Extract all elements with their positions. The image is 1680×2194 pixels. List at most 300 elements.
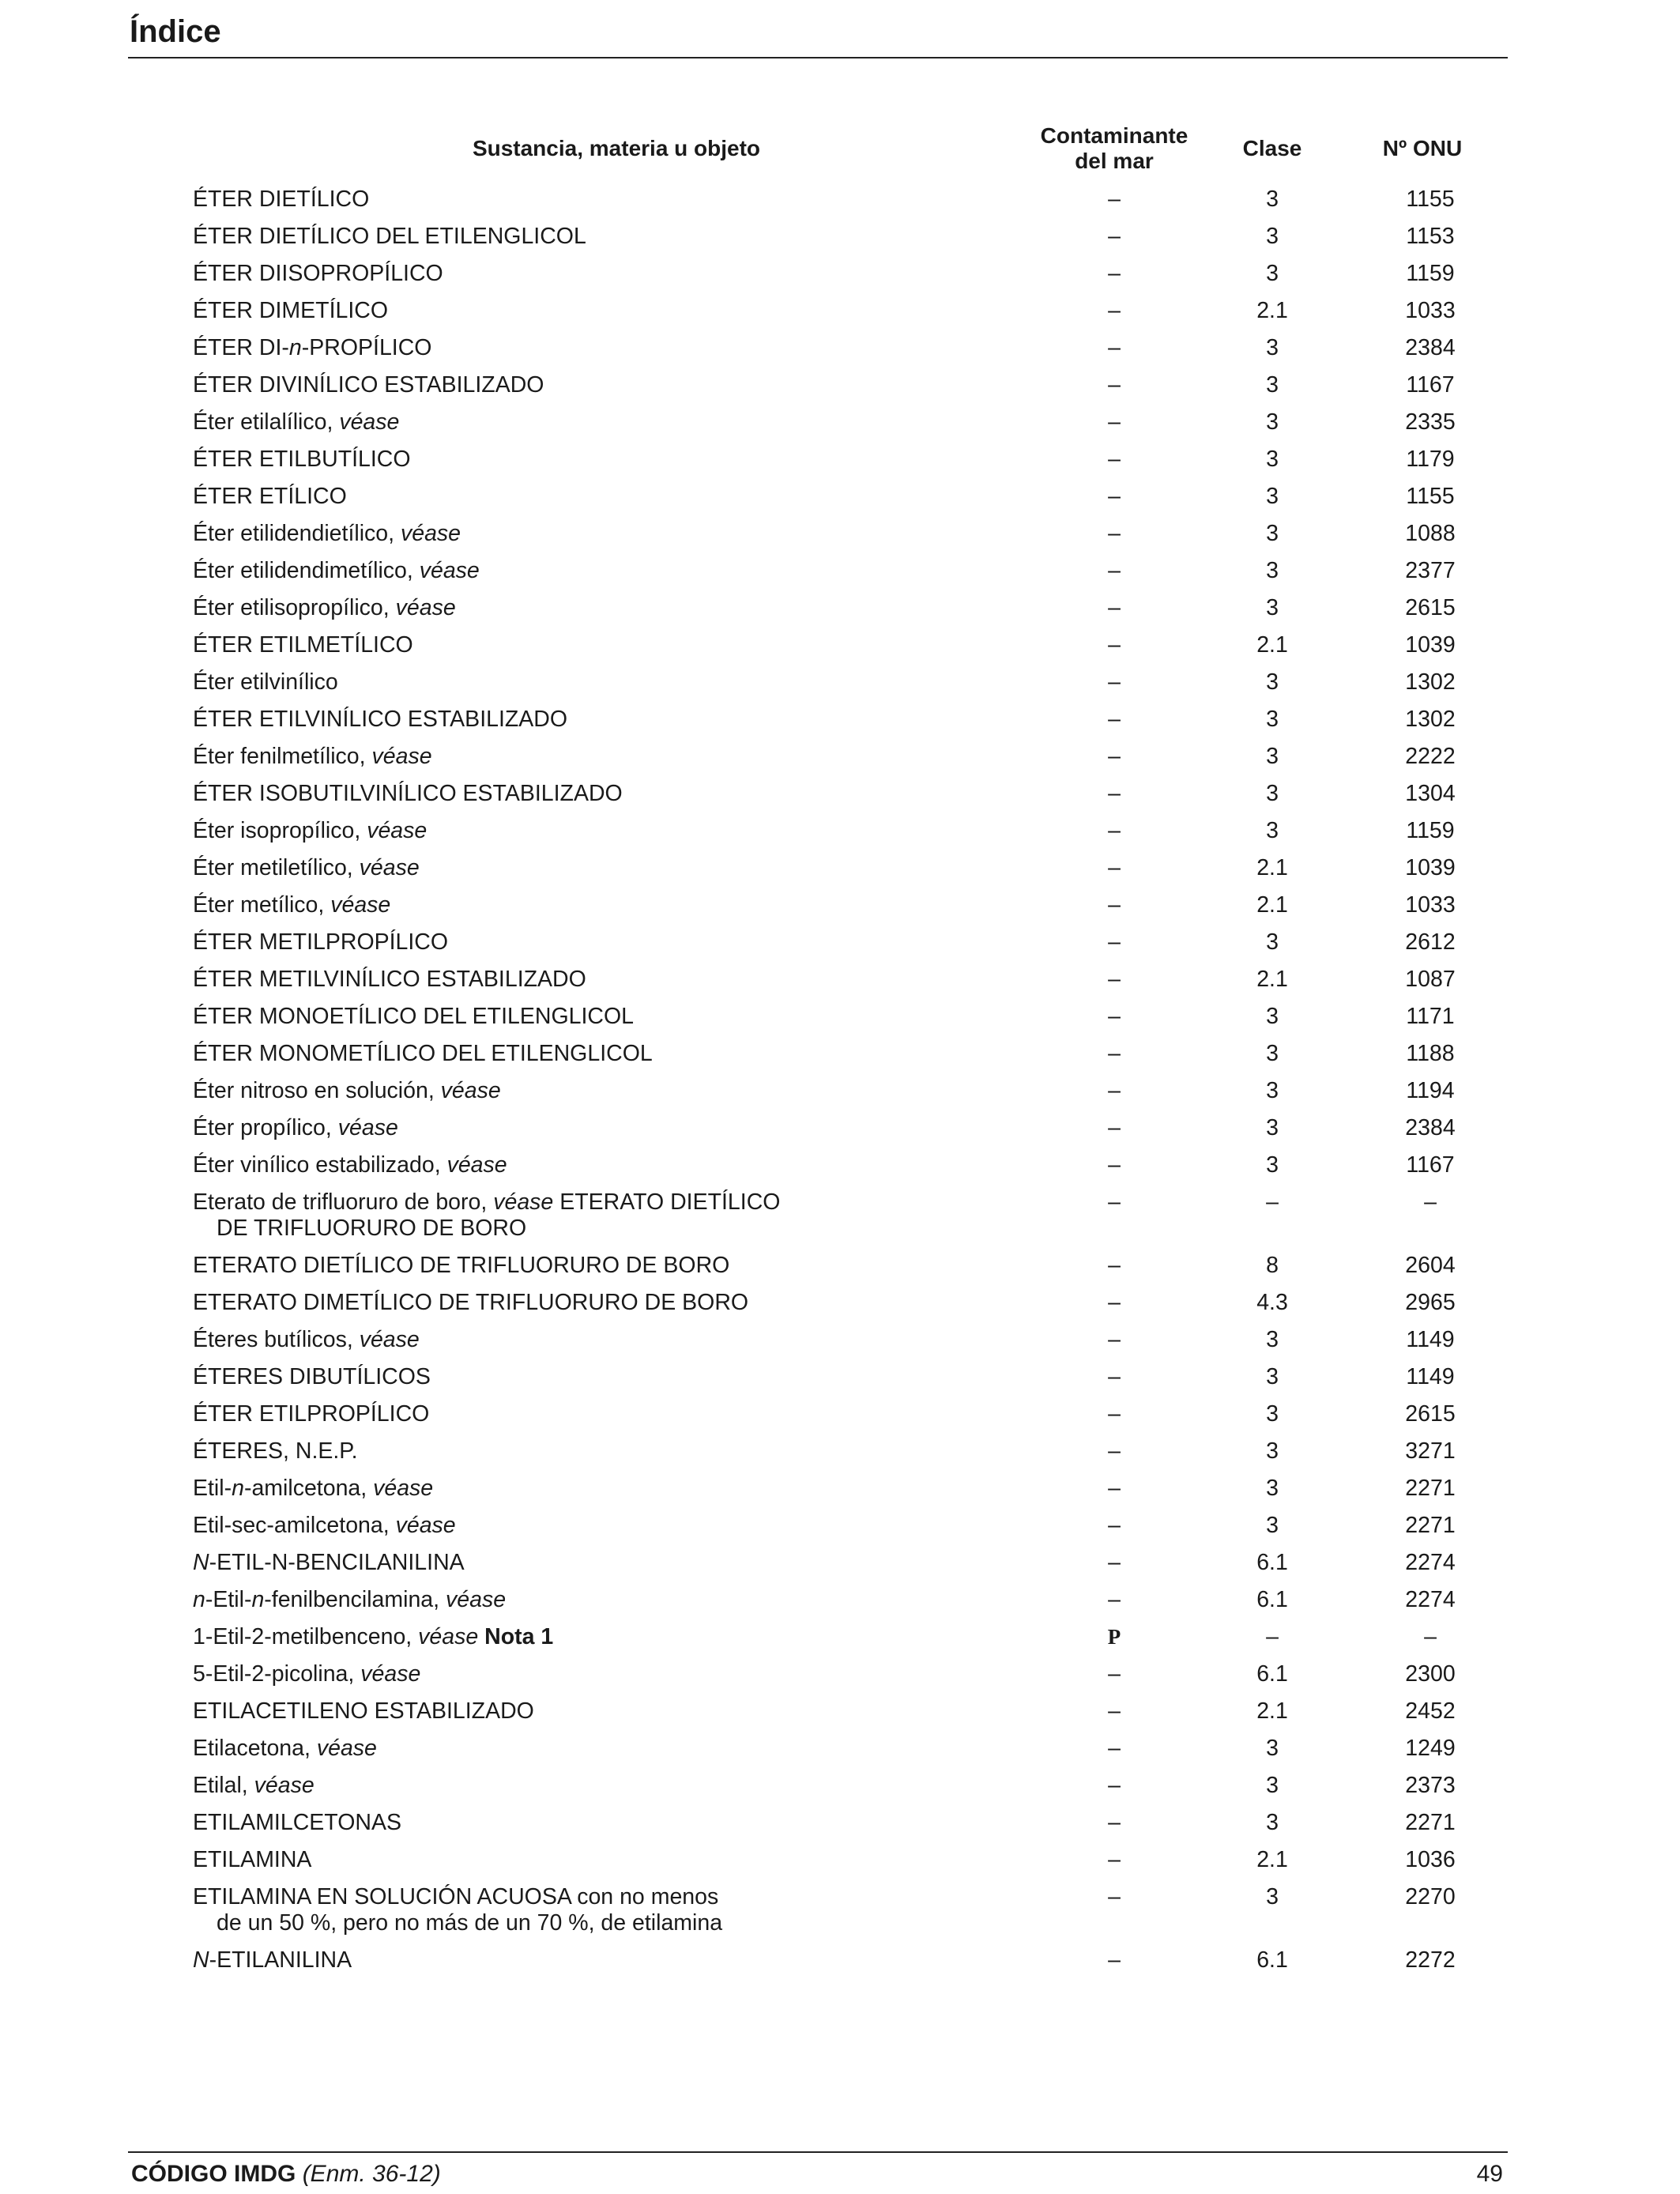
class-cell: 3 <box>1266 1401 1279 1427</box>
text-segment: -PROPÍLICO <box>301 335 432 360</box>
substance-name <box>193 1587 983 1613</box>
table-row <box>0 1884 1680 1936</box>
italic-text: véase <box>446 1587 507 1612</box>
text-segment: -Etil- <box>205 1587 252 1612</box>
un-number-cell: 2612 <box>1405 929 1456 955</box>
class-cell: 3 <box>1266 818 1279 843</box>
marine-pollutant-cell: – <box>1108 1290 1121 1315</box>
italic-text: véase <box>337 1115 398 1140</box>
text-segment: ÉTER DIMETÍLICO <box>193 298 389 323</box>
table-row <box>0 1078 1680 1115</box>
column-header-substance: Sustancia, materia u objeto <box>472 136 761 160</box>
text-segment: Éter metiletílico, <box>193 855 360 880</box>
class-cell: 3 <box>1266 707 1279 732</box>
text-segment: ETILAMINA <box>193 1847 312 1872</box>
un-number-cell: 1039 <box>1405 632 1456 658</box>
italic-text: véase <box>359 855 420 880</box>
substance-name-line <box>193 1810 983 1836</box>
page-header <box>128 11 1508 58</box>
text-segment: Éter isopropílico, <box>193 818 367 843</box>
marine-pollutant-cell: – <box>1108 1041 1121 1066</box>
class-cell: 3 <box>1266 781 1279 806</box>
marine-pollutant-cell: – <box>1108 707 1121 732</box>
marine-pollutant-cell: – <box>1108 558 1121 583</box>
class-cell: 2.1 <box>1256 632 1288 658</box>
un-number-cell: 2615 <box>1405 1401 1456 1427</box>
un-number-cell: 2272 <box>1405 1947 1456 1973</box>
table-row <box>0 1189 1680 1241</box>
substance-name <box>193 224 983 250</box>
class-cell: 3 <box>1266 1810 1279 1835</box>
italic-text: véase <box>316 1736 377 1761</box>
un-number-cell: 2271 <box>1405 1810 1456 1835</box>
marine-pollutant-cell: – <box>1108 1773 1121 1798</box>
text-segment: Etil- <box>193 1476 232 1501</box>
marine-pollutant-cell: – <box>1108 521 1121 546</box>
un-number-cell: 1149 <box>1406 1364 1455 1389</box>
substance-name <box>193 1550 983 1576</box>
class-cell: 2.1 <box>1256 892 1288 918</box>
marine-pollutant-cell: – <box>1108 1364 1121 1389</box>
class-cell: 3 <box>1266 447 1279 472</box>
text-segment: ÉTER METILPROPÍLICO <box>193 929 449 955</box>
substance-name <box>193 1947 983 1973</box>
substance-name <box>193 818 983 844</box>
class-cell: 3 <box>1266 187 1279 212</box>
un-number-cell: 1171 <box>1406 1004 1455 1029</box>
substance-name <box>193 967 983 993</box>
marine-pollutant-cell: – <box>1108 409 1121 435</box>
table-row <box>0 929 1680 967</box>
class-cell: 2.1 <box>1256 1847 1288 1872</box>
table-row <box>0 1624 1680 1661</box>
table-row <box>0 187 1680 224</box>
substance-name <box>193 1152 983 1178</box>
un-number-cell: 1033 <box>1405 298 1456 323</box>
substance-name <box>193 1004 983 1030</box>
text-segment: ÉTER DIVINÍLICO ESTABILIZADO <box>193 372 544 398</box>
marine-pollutant-cell: – <box>1108 1698 1121 1724</box>
un-number-cell: 1167 <box>1406 372 1455 398</box>
un-number-cell: 2274 <box>1405 1587 1456 1612</box>
text-segment: Éter etilidendietílico, <box>193 521 401 546</box>
un-number-cell: 1302 <box>1405 707 1456 732</box>
text-segment: Éter vinílico estabilizado, <box>193 1152 447 1178</box>
substance-name <box>193 409 983 435</box>
table-row <box>0 855 1680 892</box>
marine-pollutant-cell: – <box>1108 1550 1121 1575</box>
substance-name-line <box>193 744 983 770</box>
table-row <box>0 1736 1680 1773</box>
substance-name-line <box>193 929 983 956</box>
marine-pollutant-cell: – <box>1108 484 1121 509</box>
italic-text: N <box>193 1550 209 1575</box>
marine-pollutant-cell: – <box>1108 224 1121 249</box>
text-segment: Etil-sec-amilcetona, <box>193 1513 396 1538</box>
marine-pollutant-cell: – <box>1108 1253 1121 1278</box>
marine-pollutant-cell: – <box>1108 595 1121 620</box>
marine-pollutant-cell: – <box>1108 1587 1121 1612</box>
italic-text: véase <box>367 818 428 843</box>
un-number-cell: 1149 <box>1406 1327 1455 1352</box>
italic-text: véase <box>395 595 456 620</box>
text-segment: Éter propílico, <box>193 1115 338 1140</box>
page-title: Índice <box>130 14 221 49</box>
text-segment: ÉTER DIETÍLICO <box>193 187 370 212</box>
marine-pollutant-cell: – <box>1108 892 1121 918</box>
table-row <box>0 1152 1680 1189</box>
table-row <box>0 669 1680 707</box>
italic-text: véase <box>419 558 480 583</box>
un-number-cell: 1033 <box>1405 892 1456 918</box>
text-segment: ÉTER ETILPROPÍLICO <box>193 1401 430 1427</box>
substance-name <box>193 1253 983 1279</box>
marine-pollutant-cell: – <box>1108 261 1121 286</box>
substance-name-line <box>193 1624 983 1650</box>
substance-name-line <box>193 1364 983 1390</box>
class-cell: 3 <box>1266 744 1279 769</box>
marine-pollutant-cell: – <box>1108 1004 1121 1029</box>
class-cell: 3 <box>1266 1364 1279 1389</box>
table-row <box>0 1847 1680 1884</box>
substance-name-line <box>193 1661 983 1687</box>
column-header-marine-pollutant-line2: del mar <box>1075 149 1154 173</box>
substance-name-continuation: DE TRIFLUORURO DE BORO <box>217 1216 527 1241</box>
substance-name-line <box>193 1587 983 1613</box>
substance-name <box>193 558 983 584</box>
class-cell: – <box>1266 1624 1279 1649</box>
table-row <box>0 1327 1680 1364</box>
substance-name-line <box>193 1253 983 1279</box>
un-number-cell: 2452 <box>1405 1698 1456 1724</box>
class-cell: 2.1 <box>1256 298 1288 323</box>
class-cell: 2.1 <box>1256 967 1288 992</box>
class-cell: 3 <box>1266 409 1279 435</box>
text-segment: Éter etilalílico, <box>193 409 340 435</box>
class-cell: 3 <box>1266 261 1279 286</box>
substance-name-line <box>193 484 983 510</box>
substance-name-line <box>193 558 983 584</box>
class-cell: 3 <box>1266 1041 1279 1066</box>
substance-name-line <box>193 1401 983 1427</box>
substance-name-line <box>193 1847 983 1873</box>
substance-name-line <box>193 521 983 547</box>
italic-text: véase <box>254 1773 315 1798</box>
substance-name-line <box>193 1884 983 1910</box>
class-cell: 6.1 <box>1256 1550 1288 1575</box>
italic-text: véase <box>373 1476 434 1501</box>
substance-name <box>193 1327 983 1353</box>
substance-name-line <box>193 855 983 881</box>
marine-pollutant-cell: – <box>1108 187 1121 212</box>
un-number-cell: 1249 <box>1405 1736 1456 1761</box>
column-header-marine-pollutant <box>1011 123 1217 174</box>
italic-text: véase <box>371 744 432 769</box>
text-segment: Etilal, <box>193 1773 254 1798</box>
un-number-cell: 1167 <box>1406 1152 1455 1178</box>
table-row <box>0 1550 1680 1587</box>
table-row <box>0 892 1680 929</box>
italic-text: véase <box>440 1078 501 1103</box>
marine-pollutant-cell: – <box>1108 1438 1121 1464</box>
un-number-cell: 1153 <box>1406 224 1455 249</box>
substance-name-line <box>193 818 983 844</box>
class-cell: 3 <box>1266 372 1279 398</box>
class-cell: 3 <box>1266 1327 1279 1352</box>
text-segment: ETILACETILENO ESTABILIZADO <box>193 1698 534 1724</box>
column-header-class: Clase <box>1242 136 1302 160</box>
un-number-cell: 1159 <box>1406 261 1455 286</box>
substance-name <box>193 855 983 881</box>
marine-pollutant-cell: – <box>1108 335 1121 360</box>
text-segment: ÉTER ETILBUTÍLICO <box>193 447 411 472</box>
substance-name <box>193 669 983 696</box>
text-segment: Éter etilidendimetílico, <box>193 558 420 583</box>
text-segment: -fenilbencilamina, <box>264 1587 446 1612</box>
marine-pollutant-cell: – <box>1108 1947 1121 1973</box>
substance-name <box>193 1624 983 1650</box>
substance-name-line <box>193 1115 983 1141</box>
substance-name <box>193 298 983 324</box>
text-segment: ÉTER DI- <box>193 335 289 360</box>
un-number-cell: 1088 <box>1405 521 1456 546</box>
italic-text: véase <box>359 1327 420 1352</box>
un-number-cell: 2373 <box>1405 1773 1456 1798</box>
text-segment: Éter etilisopropílico, <box>193 595 396 620</box>
marine-pollutant-cell: – <box>1108 372 1121 398</box>
italic-text: n <box>232 1476 244 1501</box>
marine-pollutant-cell: – <box>1108 1884 1121 1909</box>
table-row <box>0 1290 1680 1327</box>
substance-name-line <box>193 1152 983 1178</box>
table-row <box>0 1004 1680 1041</box>
substance-name-line <box>193 298 983 324</box>
substance-name <box>193 1115 983 1141</box>
substance-name-line <box>193 1736 983 1762</box>
marine-pollutant-cell: – <box>1108 669 1121 695</box>
substance-name <box>193 744 983 770</box>
text-segment: ETERATO DIETÍLICO DE TRIFLUORURO DE BORO <box>193 1253 730 1278</box>
class-cell: – <box>1266 1189 1279 1215</box>
class-cell: 3 <box>1266 1736 1279 1761</box>
un-number-cell: 1188 <box>1406 1041 1455 1066</box>
table-row <box>0 1364 1680 1401</box>
table-row <box>0 1698 1680 1736</box>
table-row <box>0 521 1680 558</box>
substance-name-line <box>193 967 983 993</box>
substance-name-line <box>193 1004 983 1030</box>
un-number-cell: 1179 <box>1406 447 1455 472</box>
substance-name <box>193 1810 983 1836</box>
un-number-cell: 1304 <box>1405 781 1456 806</box>
table-row <box>0 1438 1680 1476</box>
text-segment <box>478 1624 484 1649</box>
table-header <box>0 119 1680 182</box>
class-cell: 3 <box>1266 1115 1279 1140</box>
text-segment: ÉTER ISOBUTILVINÍLICO ESTABILIZADO <box>193 781 623 806</box>
table-row <box>0 372 1680 409</box>
table-row <box>0 298 1680 335</box>
class-cell: 3 <box>1266 335 1279 360</box>
un-number-cell: 2335 <box>1405 409 1456 435</box>
class-cell: 3 <box>1266 669 1279 695</box>
italic-text: véase <box>493 1189 554 1215</box>
text-segment: Eterato de trifluoruro de boro, <box>193 1189 494 1215</box>
marine-pollutant-cell: – <box>1108 447 1121 472</box>
marine-pollutant-cell: – <box>1108 1847 1121 1872</box>
italic-text: véase <box>330 892 391 918</box>
text-segment: Éter metílico, <box>193 892 331 918</box>
substance-name-line <box>193 372 983 398</box>
class-cell: 3 <box>1266 484 1279 509</box>
un-number-cell: 1194 <box>1406 1078 1455 1103</box>
substance-name-line <box>193 707 983 733</box>
class-cell: 3 <box>1266 1004 1279 1029</box>
un-number-cell: 1087 <box>1405 967 1456 992</box>
class-cell: 2.1 <box>1256 855 1288 880</box>
text-segment: ÉTER ETÍLICO <box>193 484 347 509</box>
substance-name-line <box>193 447 983 473</box>
text-segment: ÉTERES, N.E.P. <box>193 1438 358 1464</box>
substance-name-line <box>193 595 983 621</box>
substance-name-line <box>193 1290 983 1316</box>
italic-text: véase <box>400 521 461 546</box>
marine-pollutant-cell: – <box>1108 1189 1121 1215</box>
un-number-cell: 3271 <box>1405 1438 1456 1464</box>
table-row <box>0 1587 1680 1624</box>
substance-name <box>193 1773 983 1799</box>
table-row <box>0 1773 1680 1810</box>
column-header-un-number: Nº ONU <box>1382 136 1463 160</box>
substance-name-line <box>193 1438 983 1465</box>
text-segment: ETILAMINA EN SOLUCIÓN ACUOSA con no menos <box>193 1884 719 1909</box>
class-cell: 6.1 <box>1256 1587 1288 1612</box>
substance-name <box>193 929 983 956</box>
marine-pollutant-cell: – <box>1108 1401 1121 1427</box>
table-row <box>0 1513 1680 1550</box>
substance-name <box>193 1884 983 1936</box>
class-cell: 6.1 <box>1256 1947 1288 1973</box>
text-segment: ÉTER DIISOPROPÍLICO <box>193 261 443 286</box>
italic-text: véase <box>339 409 400 435</box>
table-row <box>0 224 1680 261</box>
text-segment: ETERATO DIETÍLICO <box>553 1189 781 1215</box>
un-number-cell: 1159 <box>1406 818 1455 843</box>
text-segment: ÉTER DIETÍLICO DEL ETILENGLICOL <box>193 224 586 249</box>
un-number-cell: 2384 <box>1405 335 1456 360</box>
text-segment: Éteres butílicos, <box>193 1327 360 1352</box>
table-row <box>0 409 1680 447</box>
substance-name <box>193 1847 983 1873</box>
un-number-cell: 1302 <box>1405 669 1456 695</box>
table-row <box>0 1401 1680 1438</box>
text-segment: Éter etilvinílico <box>193 669 338 695</box>
substance-name <box>193 1438 983 1465</box>
page-number: 49 <box>1476 2161 1503 2187</box>
table-row <box>0 818 1680 855</box>
un-number-cell: 2615 <box>1405 595 1456 620</box>
table-row <box>0 1041 1680 1078</box>
substance-name <box>193 484 983 510</box>
un-number-cell: 1155 <box>1406 484 1455 509</box>
substance-name <box>193 1364 983 1390</box>
marine-pollutant-cell: – <box>1108 1115 1121 1140</box>
footer-code <box>131 2161 441 2188</box>
substance-name-line <box>193 1550 983 1576</box>
class-cell: 3 <box>1266 521 1279 546</box>
un-number-cell: 2270 <box>1405 1884 1456 1909</box>
class-cell: 8 <box>1266 1253 1279 1278</box>
un-number-cell: 2377 <box>1405 558 1456 583</box>
italic-text: véase <box>446 1152 507 1178</box>
table-row <box>0 1661 1680 1698</box>
substance-name-continuation: de un 50 %, pero no más de un 70 %, de etilamina <box>217 1910 723 1936</box>
text-segment: ÉTER MONOETÍLICO DEL ETILENGLICOL <box>193 1004 634 1029</box>
substance-name <box>193 1736 983 1762</box>
class-cell: 3 <box>1266 224 1279 249</box>
substance-name <box>193 595 983 621</box>
un-number-cell: 1155 <box>1406 187 1455 212</box>
page-footer <box>128 2151 1508 2188</box>
substance-name <box>193 447 983 473</box>
marine-pollutant-cell: – <box>1108 781 1121 806</box>
marine-pollutant-cell: – <box>1108 298 1121 323</box>
table-row <box>0 558 1680 595</box>
substance-name-line <box>193 781 983 807</box>
italic-text: n <box>251 1587 265 1612</box>
substance-name <box>193 1401 983 1427</box>
substance-name-line <box>193 1513 983 1539</box>
table-row <box>0 1115 1680 1152</box>
un-number-cell: 1039 <box>1405 855 1456 880</box>
table-row <box>0 632 1680 669</box>
un-number-cell: 2965 <box>1405 1290 1456 1315</box>
text-segment: ETERATO DIMETÍLICO DE TRIFLUORURO DE BORO <box>193 1290 749 1315</box>
table-row <box>0 1947 1680 1985</box>
marine-pollutant-cell: – <box>1108 1078 1121 1103</box>
table-row <box>0 447 1680 484</box>
table-row <box>0 261 1680 298</box>
substance-name-line <box>193 632 983 658</box>
substance-name <box>193 1078 983 1104</box>
class-cell: 3 <box>1266 1152 1279 1178</box>
marine-pollutant-cell: P <box>1107 1625 1121 1649</box>
marine-pollutant-cell: – <box>1108 1513 1121 1538</box>
substance-name <box>193 1513 983 1539</box>
italic-text: véase <box>395 1513 456 1538</box>
un-number-cell: – <box>1424 1189 1437 1215</box>
table-row <box>0 1810 1680 1847</box>
substance-name-line <box>193 669 983 696</box>
un-number-cell: 2300 <box>1405 1661 1456 1687</box>
italic-text: véase <box>418 1624 479 1649</box>
class-cell: 3 <box>1266 1476 1279 1501</box>
text-segment: Éter fenilmetílico, <box>193 744 372 769</box>
un-number-cell: 1036 <box>1405 1847 1456 1872</box>
marine-pollutant-cell: – <box>1108 1810 1121 1835</box>
table-row <box>0 1476 1680 1513</box>
substance-name <box>193 1661 983 1687</box>
class-cell: 4.3 <box>1256 1290 1288 1315</box>
class-cell: 3 <box>1266 1438 1279 1464</box>
substance-name <box>193 707 983 733</box>
class-cell: 3 <box>1266 1884 1279 1909</box>
text-segment: -amilcetona, <box>243 1476 374 1501</box>
class-cell: 3 <box>1266 1078 1279 1103</box>
text-segment: ÉTER ETILVINÍLICO ESTABILIZADO <box>193 707 568 732</box>
text-segment: -ETIL-N-BENCILANILINA <box>209 1550 465 1575</box>
substance-name <box>193 1476 983 1502</box>
